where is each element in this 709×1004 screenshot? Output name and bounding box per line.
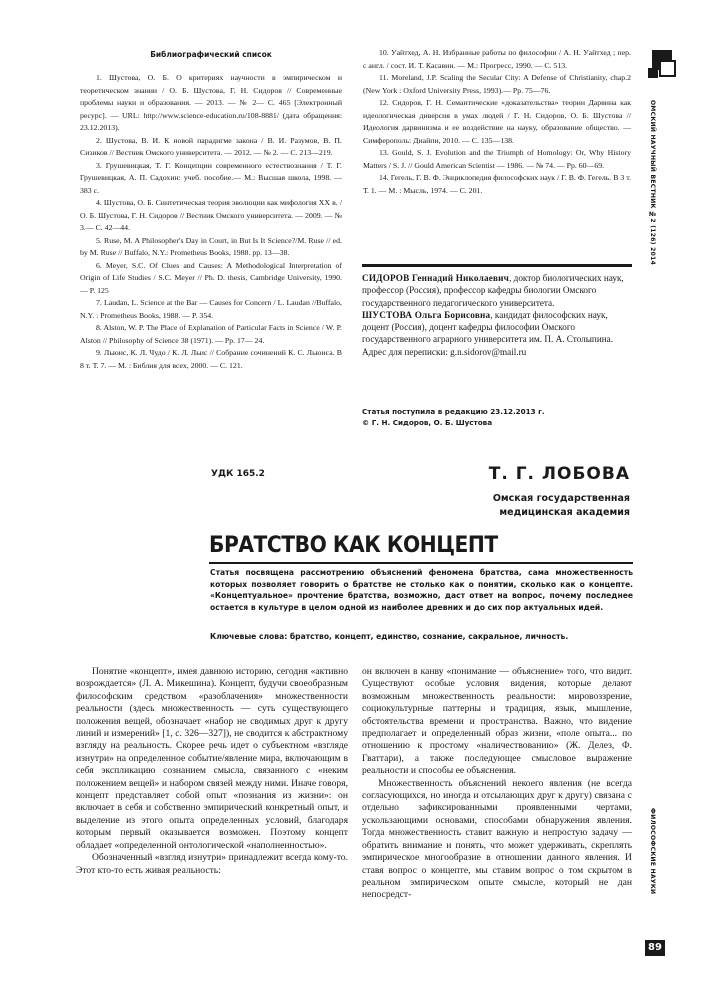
author-name: СИДОРОВ Геннадий Николаевич xyxy=(362,273,510,283)
article-author: Т. Г. ЛОБОВА xyxy=(488,464,630,484)
reference-item: 14. Гегель, Г. В. Ф. Энциклопедия философских наук / Г. В. Ф. Гегель. В 3 т. Т. 1. — М. : Мысль, 1974. — С. 201. xyxy=(363,173,631,195)
paragraph: Обозначенный «взгляд изнутри» принадлежит всегда кому-то. Этот кто-то есть живая реальность: xyxy=(76,852,348,876)
logo-square-small xyxy=(648,68,658,78)
paragraph: Понятие «концепт», имея давнюю историю, сегодня «активно возрождается» (Л. А. Микешина). Концепт, будучи своеобразным философским средством «разоблачения» множественности реальности (здесь множественность — суть существующего положения вещей, обозначает «набор не сводимых друг к другу линий и измерений» [1, с. 326—327]), не сводится к абстрактному взгляду на реальность. Скорее речь идет о субъектном «взгляде изнутри» на определенное событие/явление мира, включающим в себя экспликацию сознанием смысла, связанного с «неким положением вещей» и набором связей между ними. Иначе говоря, концепт представляет собой опыт «познания из жизни»: он включает в себя и собственно эмпирический конкретный опыт, и выделение из этого опыта определенных условий, благодаря которым первый оказывается возможен. Поэтому концепт обладает «определенной онтологической «наполненностью». xyxy=(76,666,348,851)
page-number: 89 xyxy=(645,940,665,956)
paragraph: он включен в канву «понимание — объяснение» того, что видит. Существуют особые условия видения, которые делают возможным множественность реальности: мировоззрение, социокультурные паттерны и традиция, язык, мышление, обстоятельства времени и пространства. Важно, что видение предполагает и определенный образ жизни, «поле опыта... по отношению к простому «наличествованию» (Ж. Делез, Ф. Гваттари), а также последующее смысловое выражение реальности и способы ее объяснения. xyxy=(362,666,632,777)
reference-item: 8. Alston, W. P. The Place of Explanation of Particular Facts in Science / W. P. Alston // Philosophy of Science 38 (1971). — Pp. 17— 24. xyxy=(80,323,342,345)
title-underline xyxy=(209,562,633,564)
paragraph: Множественность объяснений некоего явления (не всегда согласующихся, но иногда и отсылающих друг к другу) связана с отдельно зафиксированными проявленными чертами, ускользающими основами, способами обнаружения явления. Тогда множественность ставит важную и непростую задачу — обратить внимание и понять, что может удерживать, скреплять эмпирическое многообразие в отношении данного явления. И ставя вопрос о концепте, мы ставим вопрос о том скрытом в реальном эмпирическом опыте смысле, который не дан непосредст- xyxy=(362,777,632,901)
reference-item: 12. Сидоров, Г. Н. Семантические «доказательства» теории Дарвина как идеологическая диверсия в умах людей / Г. Н. Сидоров, О. Б. Шустова // Идеология дарвинизма и ее воздействие на науку, образование общество. — Симферополь: Диайпи, 2010. — С. 135—138. xyxy=(363,98,631,145)
section-divider xyxy=(362,264,632,267)
reference-item: 13. Gould, S. J. Evolution and the Triumph of Homology: Or, Why History Matters / S. J. // Gould American Scientist — 1986. — № 74. — Pp. 60—69. xyxy=(363,148,631,170)
reference-item: 5. Ruse, M. A Philosopher's Day in Court, in But Is It Science?/M. Ruse // ed. by M. Ruse // Buffalo, N.Y.: Prometheus Books, 1988. pp. 13—38. xyxy=(80,235,342,257)
abstract: Статья посвящена рассмотрению объяснений феномена братства, сама множественность которых позволяет говорить о братстве не столько как о понятии, сколько как о концепте. «Концептуальное» прочтение братства, возможно, даст ответ на вопрос, почему последнее остается в культуре в целом одной из наиболее древних и до сих пор актуальных идей. xyxy=(210,568,633,612)
keywords: Ключевые слова: братство, концепт, единство, сознание, сакральное, личность. xyxy=(210,632,569,641)
reference-item: 4. Шустова, О. Б. Синтетическая теория эволюции как мифология XX в. / О. Б. Шустова, Г. Н. Сидоров // Вестник Омского университета. — 2009. — № 3.— С. 42—44. xyxy=(80,198,342,232)
article-meta xyxy=(362,406,632,428)
received-date: Статья поступила в редакцию 23.12.2013 г. xyxy=(362,407,545,416)
section-running-title: ФИЛОСОФСКИЕ НАУКИ xyxy=(649,808,656,895)
reference-item: 10. Уайтхед, А. Н. Избранные работы по философии / А. Н. Уайтхед ; пер. с англ. / сост. И. Т. Касавин. — М.: Прогресс, 1990. — С. 513. xyxy=(363,48,631,70)
reference-item: 6. Meyer, S.C. Of Clues and Causes: A Methodological Interpretation of Origin of Life Studies / S.C. Meyer // Ph. D. thesis, Cambridge University, 1990. — P. 125 xyxy=(80,260,342,295)
bibliography-title: Библиографический список xyxy=(150,50,272,59)
author-details: , доктор биологических наук, профессор (Россия), профессор кафедры биологии Омского государственного педагогического университета. xyxy=(362,273,624,308)
author-name: ШУСТОВА Ольга Борисовна xyxy=(362,309,491,320)
affiliation-line: медицинская академия xyxy=(499,507,630,518)
journal-running-title: ОМСКИЙ НАУЧНЫЙ ВЕСТНИК №2 (126) 2014 xyxy=(649,100,656,266)
affiliation-line: Омская государственная xyxy=(492,493,630,504)
author-details: , кандидат философских наук, доцент (Россия), доцент кафедры философии Омского государственного аграрного университета им. П. А. Столыпина. xyxy=(362,309,614,345)
author-affiliation xyxy=(380,492,630,520)
article-title: БРАТСТВО КАК КОНЦЕПТ xyxy=(209,533,498,558)
reference-item: 9. Льюис, К. Л. Чудо / К. Л. Льис // Собрание сочинений К. С. Льюиса. В 8 т. Т. 7. — М. : Библия для всех, 2000. — С. 121. xyxy=(80,348,342,370)
contact-address: Адрес для переписки: g.n.sidorov@mail.ru xyxy=(362,346,527,357)
author-info xyxy=(362,272,632,358)
logo-square-inner xyxy=(659,60,676,77)
reference-item: 3. Грушевицкая, Т. Г. Концепции современного естествознания / Т. Г. Грушевицкая, А. П. Садохин: учеб. пособие.— М.: Высшая школа, 1998. — 383 с. xyxy=(80,160,342,195)
reference-item: 2. Шустова, В. И. К новой парадигме закона / В. И. Разумов, В. П. Сизиков // Вестник Омского университета. — 2012. — № 2. — С. 213—219. xyxy=(80,135,342,157)
reference-item: 1. Шустова, О. Б. О критериях научности в эмпирическом и теоретическом знании / О. Б. Шустова, Г. Н. Сидоров // Современные проблемы науки и образования. — 2013. — № 2— С. 465 [Электронный ресурс]. — URL: http://www.science-education.ru/108-8881/ (дата обращения: 23.12.2013). xyxy=(80,73,342,132)
reference-item: 11. Moreland, J.P. Scaling the Secular City: A Defense of Christianity, chap.2 (New York : Oxford University Press, 1993).— Pp. 75—76. xyxy=(363,73,631,95)
bibliography-right xyxy=(363,47,631,197)
reference-item: 7. Laudan, L. Science at the Bar — Causes for Concern / L. Laudan //Buffalo, N.Y. : Prometheus Books, 1988. — P. 354. xyxy=(80,298,342,320)
body-column-left xyxy=(76,666,348,877)
body-column-right xyxy=(362,666,632,902)
copyright: © Г. Н. Сидоров, О. Б. Шустова xyxy=(362,418,493,427)
udk-code: УДК 165.2 xyxy=(211,469,265,479)
bibliography-left xyxy=(80,72,342,372)
